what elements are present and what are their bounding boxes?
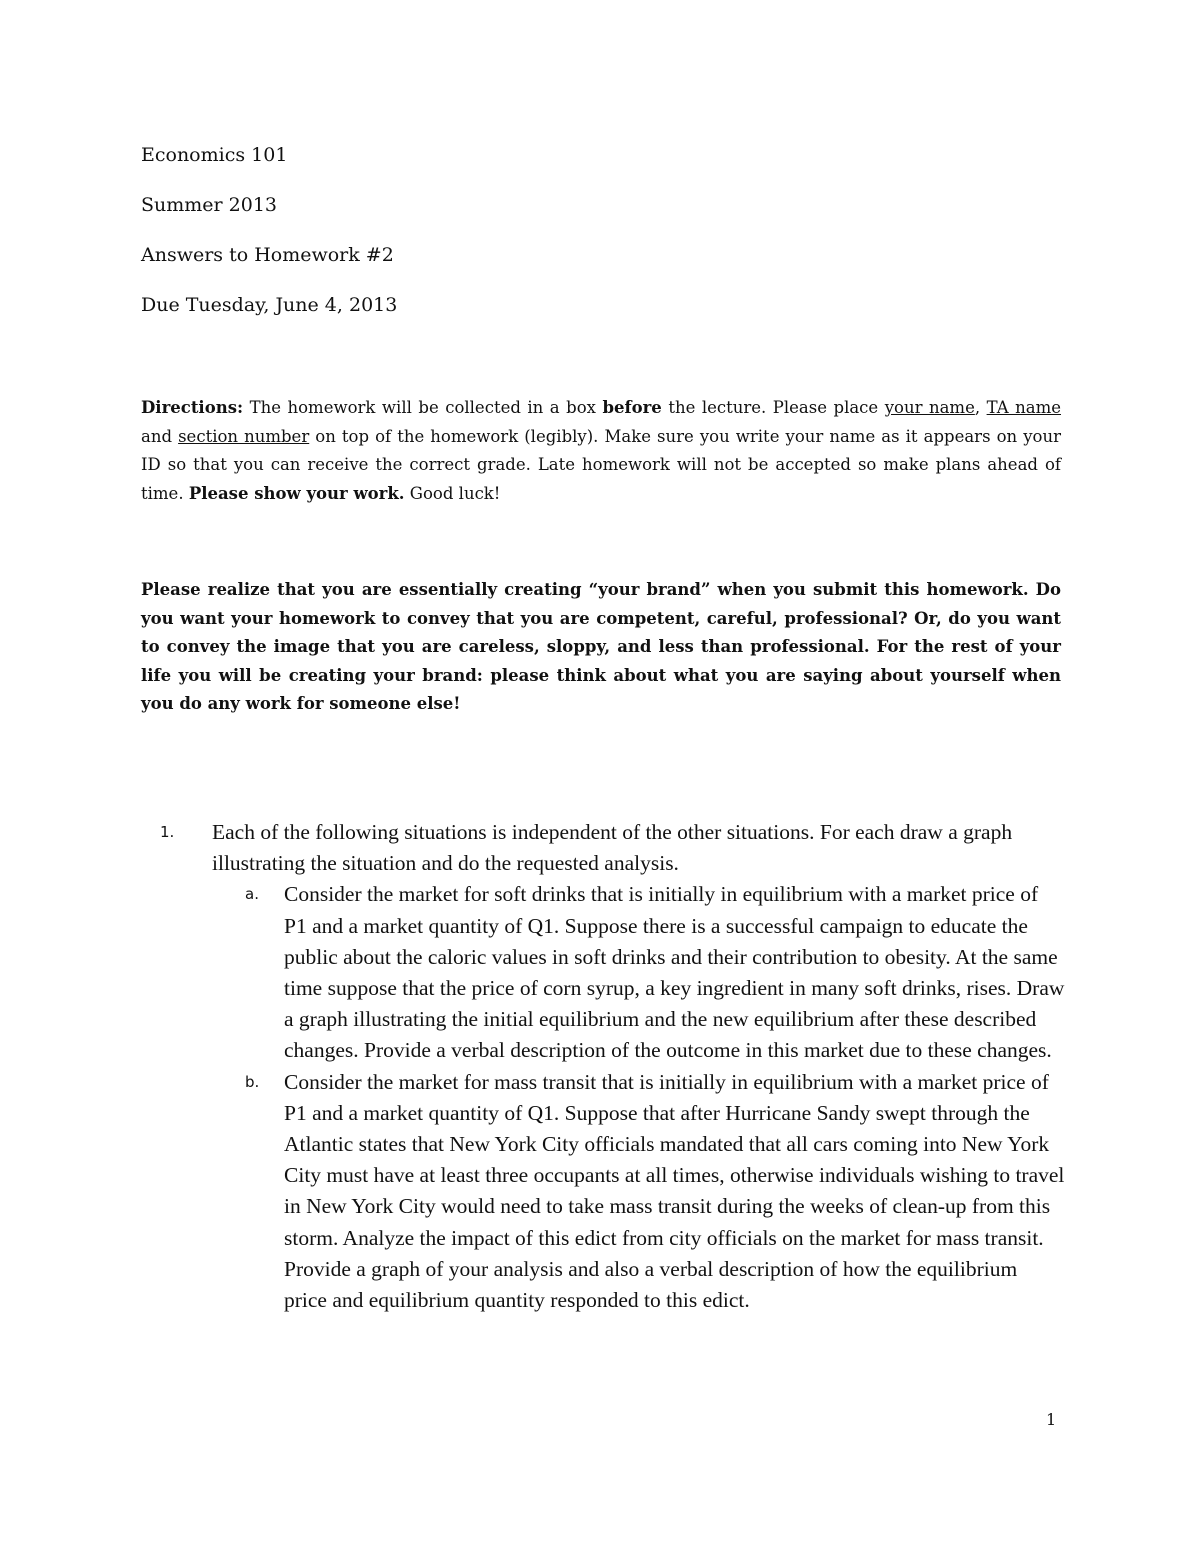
- question-number: 1.: [160, 823, 175, 841]
- directions-before: before: [602, 398, 662, 417]
- directions-text-3: ,: [974, 398, 987, 417]
- page-number: 1: [1046, 1410, 1057, 1429]
- directions-text-2: the lecture. Please place: [661, 398, 885, 417]
- term: Summer 2013: [141, 194, 278, 216]
- question-1: [160, 817, 1065, 879]
- directions-text-5: on top of the homework (legibly). Make sure you write your name as it appears on your ID so that you can receive the correct grade. Late homework will not be accepted so make plans ahead of time.: [141, 426, 1061, 503]
- course-name: Economics 101: [141, 144, 288, 166]
- question-1-parts: [160, 879, 1065, 1316]
- question-1-part-b: [160, 1067, 1065, 1317]
- part-letter: a.: [245, 885, 259, 904]
- directions-text-6: Good luck!: [404, 483, 501, 503]
- directions-label: Directions:: [141, 398, 244, 417]
- directions-your-name: your name: [884, 398, 975, 417]
- document-title: Answers to Homework #2: [141, 244, 394, 266]
- directions-paragraph: [141, 394, 1061, 508]
- directions-section-number: section number: [178, 426, 310, 446]
- question-list: [160, 817, 1065, 1316]
- question-text: Each of the following situations is independent of the other situations. For each draw a graph illustrating the situation and do the requested analysis.: [212, 820, 1013, 876]
- document-header: [141, 143, 1061, 343]
- part-letter: b.: [245, 1072, 260, 1091]
- due-date: Due Tuesday, June 4, 2013: [141, 294, 398, 316]
- question-1-part-a: [160, 879, 1065, 1066]
- directions-show-work: Please show your work.: [188, 483, 405, 503]
- directions-ta-name: TA name: [986, 398, 1061, 417]
- brand-note: Please realize that you are essentially creating “your brand” when you submit this homework. Do you want your homework to convey that you are competent, careful, professional? Or, do you want to convey the image that you are careless, sloppy, and less than professional. For the rest of your life you will be creating your brand: please think about what you are saying about yourself when you do any work for someone else!: [141, 580, 1061, 713]
- directions-text-4: and: [141, 426, 179, 446]
- directions-text-1: The homework will be collected in a box: [243, 398, 603, 417]
- part-text: Consider the market for soft drinks that is initially in equilibrium with a market price of P1 and a market quantity of Q1. Suppose there is a successful campaign to educate the public about the caloric values in soft drinks and their contribution to obesity. At the same time suppose that the price of corn syrup, a key ingredient in many soft drinks, rises. Draw a graph illustrating the initial equilibrium and the new equilibrium after these described changes. Provide a verbal description of the outcome in this market due to these changes.: [284, 882, 1065, 1063]
- part-text: Consider the market for mass transit that is initially in equilibrium with a market price of P1 and a market quantity of Q1. Suppose that after Hurricane Sandy swept through the Atlantic states that New York City officials mandated that all cars coming into New York City must have at least three occupants at all times, otherwise individuals wishing to travel in New York City would need to take mass transit during the weeks of clean-up from this storm. Analyze the impact of this edict from city officials on the market for mass transit. Provide a graph of your analysis and also a verbal description of how the equilibrium price and equilibrium quantity responded to this edict.: [284, 1069, 1065, 1313]
- question-1-part-a-wrapper: [160, 879, 1065, 1066]
- question-1-part-b-wrapper: [160, 1067, 1065, 1317]
